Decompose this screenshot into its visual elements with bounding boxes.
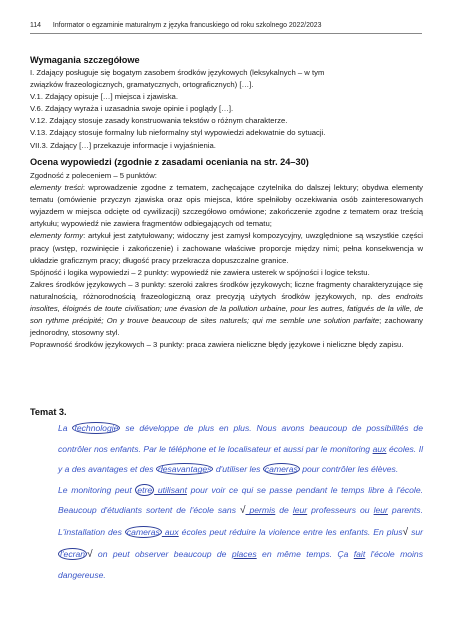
tresc-paragraph xyxy=(30,182,423,230)
check-mark-icon: √ xyxy=(240,505,246,517)
requirement-item: V.12. Zdający stosuje zasady konstruowania tekstów o różnym charakterze. xyxy=(30,116,288,126)
essay-text: on peut observer beaucoup de xyxy=(92,548,232,559)
essay-text: professeurs ou xyxy=(307,505,370,516)
essay-text: d'utiliser les xyxy=(213,464,263,475)
evaluation-heading: Ocena wypowiedzi (zgodnie z zasadami oceniania na str. 24–30) xyxy=(30,157,309,167)
formy-paragraph xyxy=(30,230,423,266)
essay-text: écoles. Il y a des avantages et des xyxy=(58,443,423,475)
error-underline: aux xyxy=(161,526,179,537)
zakres-text: Zakres środków językowych – 3 punkty: szeroki zakres środków językowych; liczne fragmenty charakteryzujące się naturalnością, różnorodnością frazeologiczną oraz precyzją użytych środków językowych, np. xyxy=(30,279,423,301)
requirements-heading: Wymagania szczegółowe xyxy=(30,55,140,65)
essay-text: en même xyxy=(256,548,301,559)
poprawnosc-paragraph: Poprawność środków językowych – 3 punkty: praca zawiera nieliczne błędy językowe i nieliczne błędy zapisu. xyxy=(30,340,404,350)
essay-paragraph-2 xyxy=(30,480,423,586)
header-title: Informator o egzaminie maturalnym z języka francuskiego od roku szkolnego 2022/2023 xyxy=(52,22,322,29)
formy-label: elementy formy xyxy=(30,231,84,241)
requirement-item: związków frazeologicznych, gramatycznych, ortograficznych) […]. xyxy=(30,80,254,90)
check-mark-icon: √ xyxy=(87,548,93,560)
essay-text: Le monitoring peut xyxy=(58,484,136,495)
evaluation-body xyxy=(30,170,423,351)
formy-text: : artykuł jest zatytułowany; widoczny jest zamysł kompozycyjny, uwzględnione są wszystkie części pracy (wstęp, rozwinięcie i zakończenie) i zachowane właściwe proporcje między nimi; pełna konsekwencja w układzie graficznym pracy; długość pracy przekracza dopuszczalne granice. xyxy=(30,231,423,265)
error-circle: cameras xyxy=(264,464,298,475)
essay-text: de xyxy=(275,505,293,516)
requirement-item: V.1. Zdający opisuje […] miejsca i zjawiska. xyxy=(30,92,178,102)
error-underline: leur xyxy=(373,505,388,516)
error-circle: etre xyxy=(137,484,153,495)
spojnosc-paragraph: Spójność i logika wypowiedzi – 2 punkty: wypowiedź nie zawiera usterek w spójności i logice tekstu. xyxy=(30,267,370,277)
requirement-item: I. Zdający posługuje się bogatym zasobem środków językowych (leksykalnych – w tym xyxy=(30,68,325,77)
essay-text: temps. Ça xyxy=(306,548,354,559)
error-underline: permis xyxy=(245,505,276,516)
tresc-text: : wprowadzenie zgodne z tematem, zachęcające czytelnika do dalszej lektury; obydwa elementy tematu (omówienie przyczyn zjawiska oraz opis miejsca, które spełniłoby oczekiwania osób zainteresowanych wyjazdem w miejsca odcięte od cywilizacji) szczegółowo omówione; zakończenie zgodne z tematem oraz treścią artykułu; wypowiedź nie zawiera fragmentów odbiegających od tematu; xyxy=(30,183,423,229)
header-divider xyxy=(30,33,422,34)
essay-paragraph-1 xyxy=(30,418,423,480)
essay-text: sur xyxy=(408,526,424,537)
tresc-label: elementy treści xyxy=(30,183,83,193)
page-header xyxy=(30,22,321,29)
essay-text: se développe de plus en plus. Nous avons beaucoup de possibilités xyxy=(120,423,409,433)
error-underline: aux xyxy=(372,443,387,454)
zgodnosc-line: Zgodność z poleceniem – 5 punktów: xyxy=(30,171,157,180)
essay-text: La xyxy=(58,423,73,433)
check-mark-icon: √ xyxy=(402,526,409,538)
essay-text: parents. L'installation des xyxy=(58,505,423,537)
requirement-item: V.6. Zdający wyraża i uzasadnia swoje opinie i poglądy […]. xyxy=(30,104,234,114)
temat-heading: Temat 3. xyxy=(30,407,67,417)
error-circle: l'ecran xyxy=(60,548,86,559)
essay-text: écoles peut réduire la violence entre les xyxy=(178,526,337,537)
error-underline: fait xyxy=(353,548,366,559)
requirements-list xyxy=(30,67,423,152)
requirement-item: VII.3. Zdający […] przekazuje informacje i wyjaśnienia. xyxy=(30,140,216,150)
essay-text: pour voir ce qui se passe pendant le temps libre à xyxy=(186,484,393,495)
essay-text: l'école moins dangereuse. xyxy=(58,548,423,581)
zakres-examples: des endroits insolites, éloignés de toute civilisation; une évasion de la pollution urbaine, pour les autres, fatigués de la ville, de son rythme précipité; On y trouve beaucoup de sites naturels; qui me semble une solution parfaite xyxy=(30,291,423,326)
handwritten-essay xyxy=(30,418,423,586)
zakres-paragraph xyxy=(30,279,423,339)
essay-text: pour xyxy=(299,464,320,475)
essay-text: enfants. En plus xyxy=(339,526,403,537)
essay-text: contrôler les élèves. xyxy=(321,464,399,475)
error-underline: leur xyxy=(292,505,308,516)
error-circle: cameras xyxy=(126,526,160,537)
error-circle: technologie xyxy=(74,423,119,433)
essay-text: de contrôler nos enfants. Par le téléphone et le localisateur et aussi par le monitoring xyxy=(58,423,423,454)
essay-text: l'école. Beaucoup d'étudiants sortent de l'école sans xyxy=(58,484,424,516)
zakres-tail: ; zachowany jednorodny, stosowny styl. xyxy=(30,316,423,338)
page-number: 114 xyxy=(30,22,41,29)
requirement-item: V.13. Zdający stosuje formalny lub nieformalny styl wypowiedzi adekwatnie do sytuacji. xyxy=(30,128,326,138)
error-underline: places xyxy=(231,548,257,559)
error-circle: desavantages xyxy=(157,464,212,475)
error-underline: utilisant xyxy=(154,484,187,495)
